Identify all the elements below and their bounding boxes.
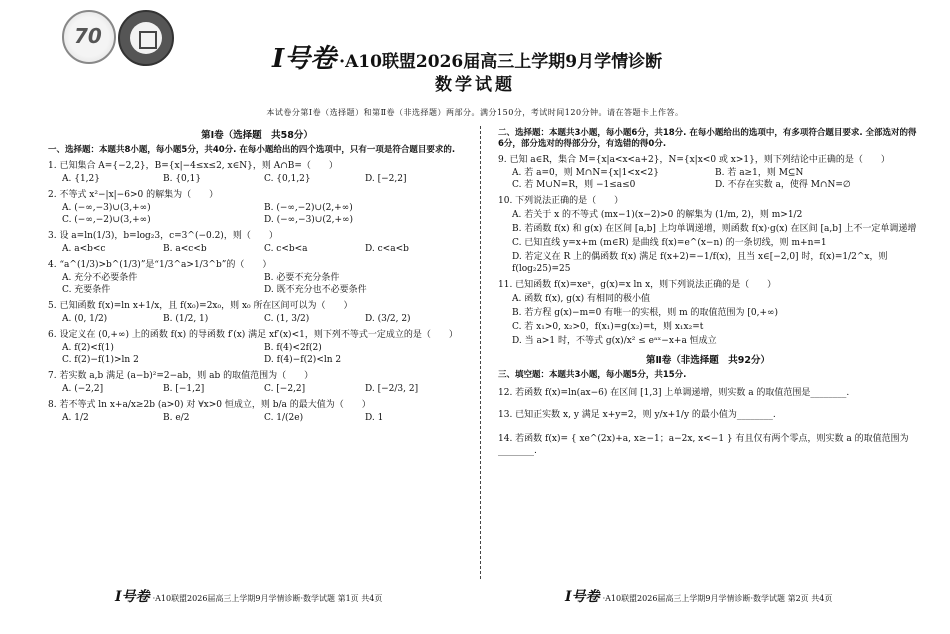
option-a: A. 函数 f(x), g(x) 有相同的极小值	[512, 294, 650, 304]
question-13: 13. 已知正实数 x, y 满足 x+y=2，则 y/x+1/y 的最小值为________.	[498, 410, 776, 420]
footer-brand-mark: I号卷	[565, 589, 600, 605]
option-d: D. [−2,2]	[365, 174, 407, 184]
question-8	[48, 399, 466, 424]
education-seal-square	[139, 31, 157, 49]
option-c: C. 若 x₁>0, x₂>0，f(x₁)=g(x₂)=t，则 x₁x₂=t	[512, 322, 704, 332]
option-list	[62, 243, 466, 255]
option-a: A. 若 a=0，则 M∩N={x|1<x<2}	[512, 168, 659, 178]
exam-notice: 本试卷分第Ⅰ卷（选择题）和第Ⅱ卷（非选择题）两部分。满分150分，考试时间120分钟。请在答题卡上作答。	[266, 108, 684, 117]
question-1	[48, 160, 466, 185]
option-b: B. {0,1}	[163, 174, 202, 184]
option-d: D. 不存在实数 a，使得 M∩N=∅	[715, 180, 851, 190]
question-stem: 8. 若不等式 ln x+a/x≥2b (a>0) 对 ∀x>0 恒成立，则 b/a 的最大值为（ ）	[48, 400, 371, 410]
option-list	[62, 383, 466, 395]
option-b: B. 若 a≥1，则 M⊆N	[715, 168, 804, 178]
question-5	[48, 300, 466, 325]
question-stem: 7. 若实数 a,b 满足 (a−b)²=2−ab，则 ab 的取值范围为（ ）	[48, 371, 314, 381]
exam-title-text: ·A10联盟2026届高三上学期9月学情诊断	[339, 52, 663, 72]
footer-brand-mark: I号卷	[115, 589, 150, 605]
right-column	[498, 126, 918, 458]
question-4	[48, 259, 466, 296]
question-11	[498, 279, 918, 347]
option-b: B. f(4)<2f(2)	[264, 343, 322, 353]
option-a: A. (−2,2]	[62, 384, 104, 394]
education-seal-logo	[118, 10, 174, 66]
question-9	[498, 154, 918, 191]
option-d: D. f(4)−f(2)<ln 2	[264, 355, 342, 365]
question-stem: 5. 已知函数 f(x)=ln x+1/x，且 f(x₀)=2x₀，则 x₀ 所在区间可以为（ ）	[48, 301, 353, 311]
school-seal-logo	[62, 10, 116, 64]
option-c: C. (1, 3/2)	[264, 314, 310, 324]
option-c: C. (−∞,−2)∪(3,+∞)	[62, 215, 151, 225]
option-list	[62, 173, 466, 185]
option-list	[512, 167, 918, 191]
option-c: C. {0,1,2}	[264, 174, 311, 184]
option-c: C. f(2)−f(1)>ln 2	[62, 355, 139, 365]
option-c: C. c<b<a	[264, 244, 308, 254]
option-a: A. 若关于 x 的不等式 (mx−1)(x−2)>0 的解集为 (1/m, 2)，则 m>1/2	[512, 210, 803, 220]
option-d: D. 1	[365, 413, 384, 423]
option-list	[62, 202, 466, 226]
question-stem: 11. 已知函数 f(x)=xeˣ，g(x)=x ln x，则下列说法正确的是（ ）	[498, 280, 777, 290]
option-c: C. [−2,2]	[264, 384, 306, 394]
option-d: D. 当 a>1 时，不等式 g(x)/x² ≤ eᵃˣ−x+a 恒成立	[512, 336, 717, 346]
education-seal-inner	[130, 22, 162, 54]
question-12: 12. 若函数 f(x)=ln(ax−6) 在区间 [1,3] 上单调递增，则实数 a 的取值范围是________.	[498, 388, 850, 398]
question-stem: 6. 设定义在 (0,+∞) 上的函数 f(x) 的导函数 f′(x) 满足 xf′(x)<1，则下列不等式一定成立的是（ ）	[48, 330, 458, 340]
option-d: D. (−∞,−3)∪(2,+∞)	[264, 215, 353, 225]
option-d: D. (3/2, 2)	[365, 314, 411, 324]
option-b: B. [−1,2]	[163, 384, 205, 394]
option-b: B. a<c<b	[163, 244, 207, 254]
option-list	[62, 313, 466, 325]
option-a: A. (−∞,−3)∪(3,+∞)	[62, 203, 151, 213]
question-2	[48, 189, 466, 226]
question-stem: 10. 下列说法正确的是（ ）	[498, 196, 624, 206]
option-a: A. {1,2}	[62, 174, 100, 184]
question-6	[48, 329, 466, 366]
option-a: A. (0, 1/2)	[62, 314, 108, 324]
option-b: B. 若函数 f(x) 和 g(x) 在区间 [a,b] 上均单调递增，则函数 f(x)·g(x) 在区间 [a,b] 上不一定单调递增	[512, 224, 917, 234]
option-d: D. [−2/3, 2]	[365, 384, 419, 394]
left-column	[48, 126, 466, 426]
question-stem: 4. “a^(1/3)>b^(1/3)”是“1/3^a>1/3^b”的（ ）	[48, 260, 272, 270]
part1-title: 第Ⅰ卷（选择题 共58分）	[201, 130, 313, 141]
option-c: C. 若 M∪N=R，则 −1≤a≤0	[512, 180, 636, 190]
option-d: D. 若定义在 R 上的偶函数 f(x) 满足 f(x+2)=−1/f(x)，且当 x∈[−2,0] 时，f(x)=1/2^x，则 f(log₂25)=25	[512, 252, 888, 274]
footer-right-text: ·A10联盟2026届高三上学期9月学情诊断·数学试题 第2页 共4页	[602, 594, 833, 603]
footer-left-text: ·A10联盟2026届高三上学期9月学情诊断·数学试题 第1页 共4页	[152, 594, 383, 603]
column-divider	[480, 126, 481, 579]
part2-title: 第Ⅱ卷（非选择题 共92分）	[646, 355, 770, 366]
option-d: D. 既不充分也不必要条件	[264, 285, 367, 295]
question-10	[498, 195, 918, 275]
option-b: B. 若方程 g(x)−m=0 有唯一的实根，则 m 的取值范围为 [0,+∞)	[512, 308, 779, 318]
question-3	[48, 230, 466, 255]
option-a: A. 充分不必要条件	[62, 273, 138, 283]
option-c: C. 1/(2e)	[264, 413, 304, 423]
brand-mark: I号卷	[272, 44, 337, 74]
option-c: C. 已知直线 y=x+m (m∈R) 是曲线 f(x)=e^(x−n) 的一条切线，则 m+n=1	[512, 238, 827, 248]
option-list	[62, 272, 466, 296]
question-stem: 3. 设 a=ln(1/3)，b=log₂3，c=3^(−0.2)，则（ ）	[48, 231, 278, 241]
section3-intro: 三、填空题：本题共3小题，每小题5分，共15分.	[498, 370, 687, 380]
option-a: A. f(2)<f(1)	[62, 343, 114, 353]
option-b: B. (−∞,−2)∪(2,+∞)	[264, 203, 353, 213]
section2-intro: 二、选择题：本题共3小题，每小题6分，共18分. 在每小题给出的选项中，有多项符合题目要求. 全部选对的得6分，部分选对的得部分分，有选错的得0分.	[498, 128, 917, 149]
school-seal-number: 70	[74, 24, 102, 48]
option-list	[62, 412, 466, 424]
option-b: B. e/2	[163, 413, 190, 423]
option-c: C. 充要条件	[62, 285, 111, 295]
question-14: 14. 若函数 f(x)= { xe^(2x)+a, x≥−1；a−2x, x<−1 } 有且仅有两个零点，则实数 a 的取值范围为________.	[498, 434, 909, 456]
question-stem: 1. 已知集合 A={−2,2}，B={x|−4≤x≤2, x∈N}，则 A∩B=（ ）	[48, 161, 338, 171]
option-d: D. c<a<b	[365, 244, 409, 254]
option-a: A. a<b<c	[62, 244, 106, 254]
section1-intro: 一、选择题：本题共8小题，每小题5分，共40分. 在每小题给出的四个选项中，只有一项是符合题目要求的.	[48, 145, 456, 155]
option-a: A. 1/2	[62, 413, 89, 423]
footer-right	[565, 586, 832, 606]
option-b: B. 必要不充分条件	[264, 273, 340, 283]
subject-title: 数学试题	[435, 75, 515, 95]
option-list	[62, 342, 466, 366]
question-stem: 2. 不等式 x²−|x|−6>0 的解集为（ ）	[48, 190, 219, 200]
footer-left	[115, 586, 382, 606]
question-7	[48, 370, 466, 395]
question-stem: 9. 已知 a∈R，集合 M={x|a<x<a+2}，N={x|x<0 或 x>1}，则下列结论中正确的是（ ）	[498, 155, 890, 165]
option-b: B. (1/2, 1)	[163, 314, 209, 324]
